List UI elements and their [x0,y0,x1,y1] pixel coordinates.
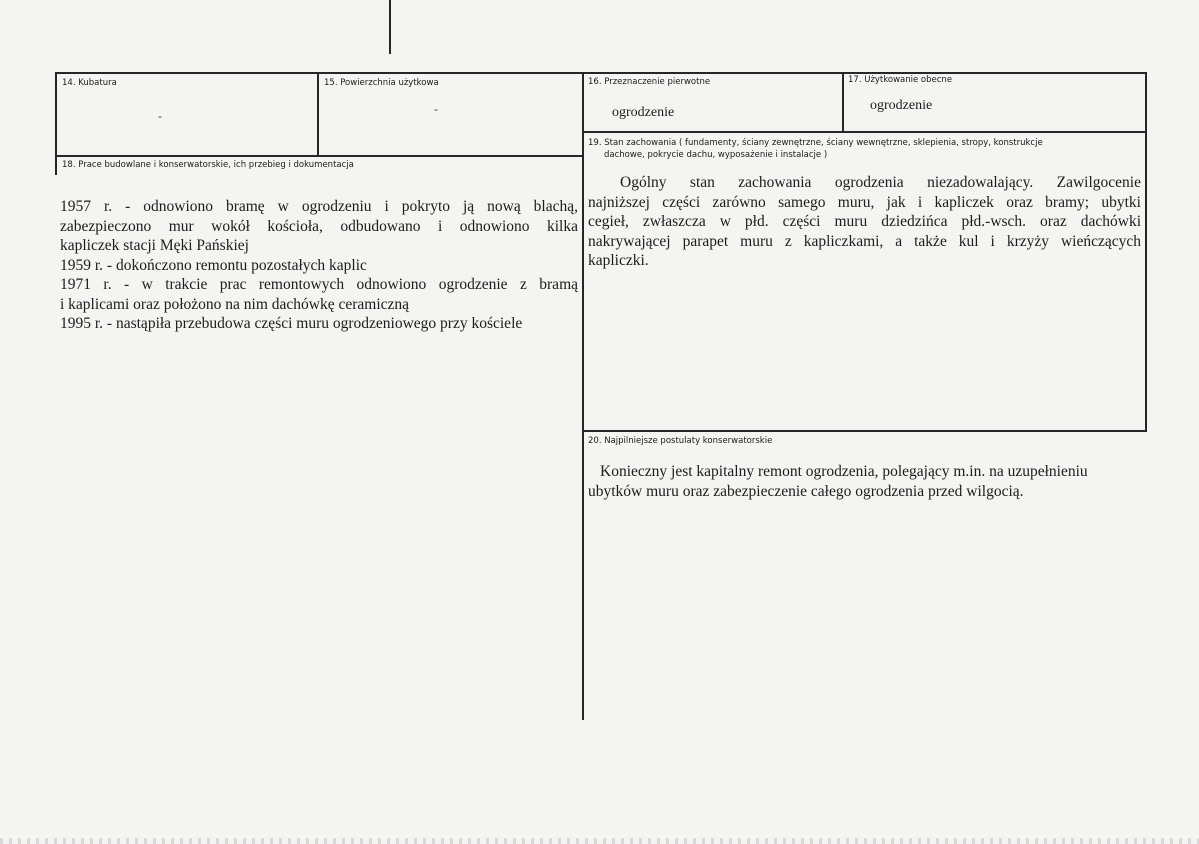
field-20-line: Konieczny jest kapitalny remont ogrodzenia, polegający m.in. na uzupełnieniu [600,463,1088,480]
field-16-label: 16. Przeznaczenie pierwotne [588,77,711,87]
field-17-value: ogrodzenie [870,98,933,113]
header-top-line [55,72,1146,74]
field-19-label-line2: dachowe, pokrycie dachu, wyposażenie i instalacje ) [604,150,828,160]
field-16-value: ogrodzenie [612,105,675,120]
field-15-label: 15. Powierzchnia użytkowa [324,78,439,88]
field-18-line: kapliczek stacji Męki Pańskiej [60,237,249,254]
field-19-line: kapliczki. [588,252,649,269]
field-17-label: 17. Użytkowanie obecne [848,75,953,85]
line-below-19 [582,430,1146,432]
field-19-line: cegieł, zwłaszcza w płd. części muru dziedzińca płd.-wsch. oraz dachówki [588,213,1141,230]
field-18-line: 1971 r. - w trakcie prac remontowych odnowiono ogrodzenie z bramą [60,276,578,293]
field-18-line: 1995 r. - nastąpiła przebudowa części muru ogrodzeniowego przy kościele [60,315,523,332]
divider-16-17 [842,72,844,132]
top-stub-vertical-line [389,0,391,54]
line-below-16-17 [582,131,1146,133]
field-18-line: zabezpieczono mur wokół kościoła, odbudowano i odnowiono kilka [60,217,578,235]
field-18-label: 18. Prace budowlane i konserwatorskie, ich przebieg i dokumentacja [62,160,354,170]
field-19-line: nakrywającej parapet muru z kapliczkami, a także kul i krzyży wieńczących [588,232,1141,250]
line-below-14-15 [55,155,583,157]
right-border-line [1145,72,1147,432]
field-20-text [588,462,1141,501]
field-18-text [60,197,578,334]
center-vertical-line [582,72,584,720]
divider-14-15 [317,72,319,156]
field-19-line: najniższej części zarówno samego muru, jak i kapliczek oraz bramy; ubytki [588,193,1141,211]
scan-edge-noise [0,838,1199,844]
field-19-label-line1: 19. Stan zachowania ( fundamenty, ściany zewnętrzne, ściany wewnętrzne, sklepienia, stropy, konstrukcje [588,138,1043,148]
field-19-text [588,173,1141,271]
field-14-label: 14. Kubatura [62,78,117,88]
field-18-line: 1957 r. - odnowiono bramę w ogrodzeniu i pokryto ją nową blachą, [60,198,578,215]
field-14-value: - [158,109,162,123]
field-18-line: 1959 r. - dokończono remontu pozostałych kaplic [60,256,367,274]
field-15-value: - [434,102,438,116]
field-18-line: i kaplicami oraz położono na nim dachówkę ceramiczną [60,295,410,313]
field-20-label: 20. Najpilniejsze postulaty konserwatorskie [588,436,773,446]
left-border-line [55,72,57,175]
field-20-line: ubytków muru oraz zabezpieczenie całego ogrodzenia przed wilgocią. [588,482,1024,500]
field-19-line: Ogólny stan zachowania ogrodzenia niezadowalający. Zawilgocenie [620,174,1141,191]
